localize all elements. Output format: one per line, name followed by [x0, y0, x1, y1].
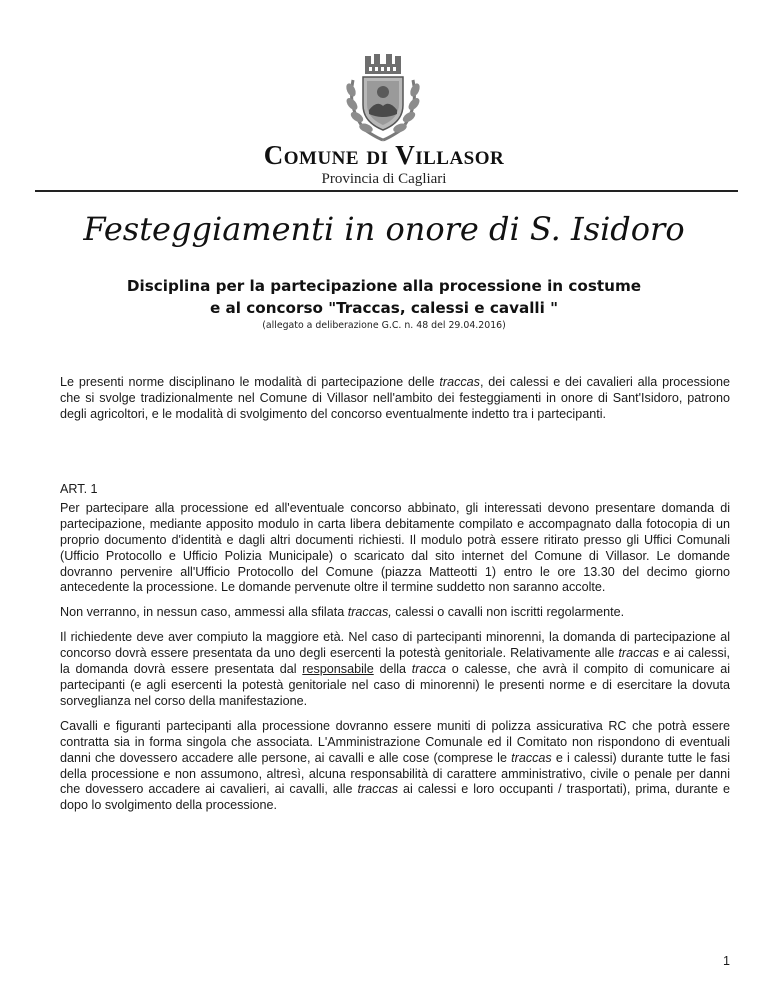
article-1-section	[60, 482, 730, 823]
document-subtitle	[80, 275, 688, 319]
intro-paragraph: Le presenti norme disciplinano le modalità di partecipazione delle traccas, dei calessi e dei cavalieri alla processione che si svolge tradizionalmente nel Comune di Villasor nell'ambito dei festeggiamenti in onore di Sant'Isidoro, patrono degli agricoltori, e le modalità di svolgimento del concorso eventualmente indetto tra i partecipanti.	[60, 375, 730, 421]
document-title: Festeggiamenti in onore di S. Isidoro	[83, 210, 685, 248]
municipal-crest-icon	[343, 50, 423, 142]
header-divider	[35, 190, 738, 192]
province-name: Provincia di Cagliari	[321, 171, 447, 187]
article-heading: ART. 1	[60, 482, 98, 496]
article-paragraph-2: Non verranno, in nessun caso, ammessi alla sfilata traccas, calessi o cavalli non iscritti regolarmente.	[60, 605, 625, 620]
article-paragraph-3: Il richiedente deve aver compiuto la maggiore età. Nel caso di partecipanti minorenni, la domanda di partecipazione al concorso dovrà essere presentata da uno degli esercenti la potestà genitoriale. Relativamente alle traccas e ai calessi, la domanda dovrà essere presentata dal responsabile della tracca o calesse, che avrà il compito di comunicare ai partecipanti (e agli esercenti la potestà genitoriale nel caso di minorenni) le presenti norme e di esercitare la dovuta sorveglianza nel corso della manifestazione.	[60, 630, 730, 708]
attachment-note: (allegato a deliberazione G.C. n. 48 del 29.04.2016)	[262, 320, 506, 331]
subtitle-line-2: e al concorso "Traccas, calessi e cavalli "	[209, 299, 559, 317]
article-paragraph-1: Per partecipare alla processione ed all'eventuale concorso abbinato, gli interessati devono presentare domanda di partecipazione, mediante apposito modulo in carta libera debitamente compilato e accompagnato dalla fotocopia di un proprio documento d'identità e dagli altri documenti richiesti. Il modulo potrà essere ritirato presso gli Uffici Comunali (Ufficio Protocollo e Ufficio Polizia Municipale) o scaricato dal sito internet del Comune di Villasor. Le domande dovranno pervenire all'Ufficio Protocollo del Comune (piazza Matteotti 1) entro le ore 13.30 del decimo giorno antecedente la processione. Le domande pervenute oltre il termine suddetto non saranno accolte.	[60, 500, 730, 595]
article-paragraph-4: Cavalli e figuranti partecipanti alla processione dovranno essere muniti di polizza assicurativa RC che potrà essere contratta sia in forma singola che associata. L'Amministrazione Comunale ed il Comitato non rispondono di eventuali danni che dovessero accadere alle persone, ai cavalli e alle cose (comprese le traccas e i calessi) durante tutte le fasi della processione e non assumono, altresì, alcuna responsabilità di carattere amministrativo, civile o penale per danni che dovessero accadere ai cavalieri, ai cavalli, alle traccas ai calessi e loro occupanti / trasportati), prima, durante e dopo lo svolgimento della processione.	[60, 718, 730, 813]
intro-section	[60, 375, 730, 432]
page-number: 1	[722, 954, 730, 968]
municipality-name: Comune di Villasor	[263, 140, 505, 170]
subtitle-line-1: Disciplina per la partecipazione alla processione in costume	[126, 277, 642, 295]
